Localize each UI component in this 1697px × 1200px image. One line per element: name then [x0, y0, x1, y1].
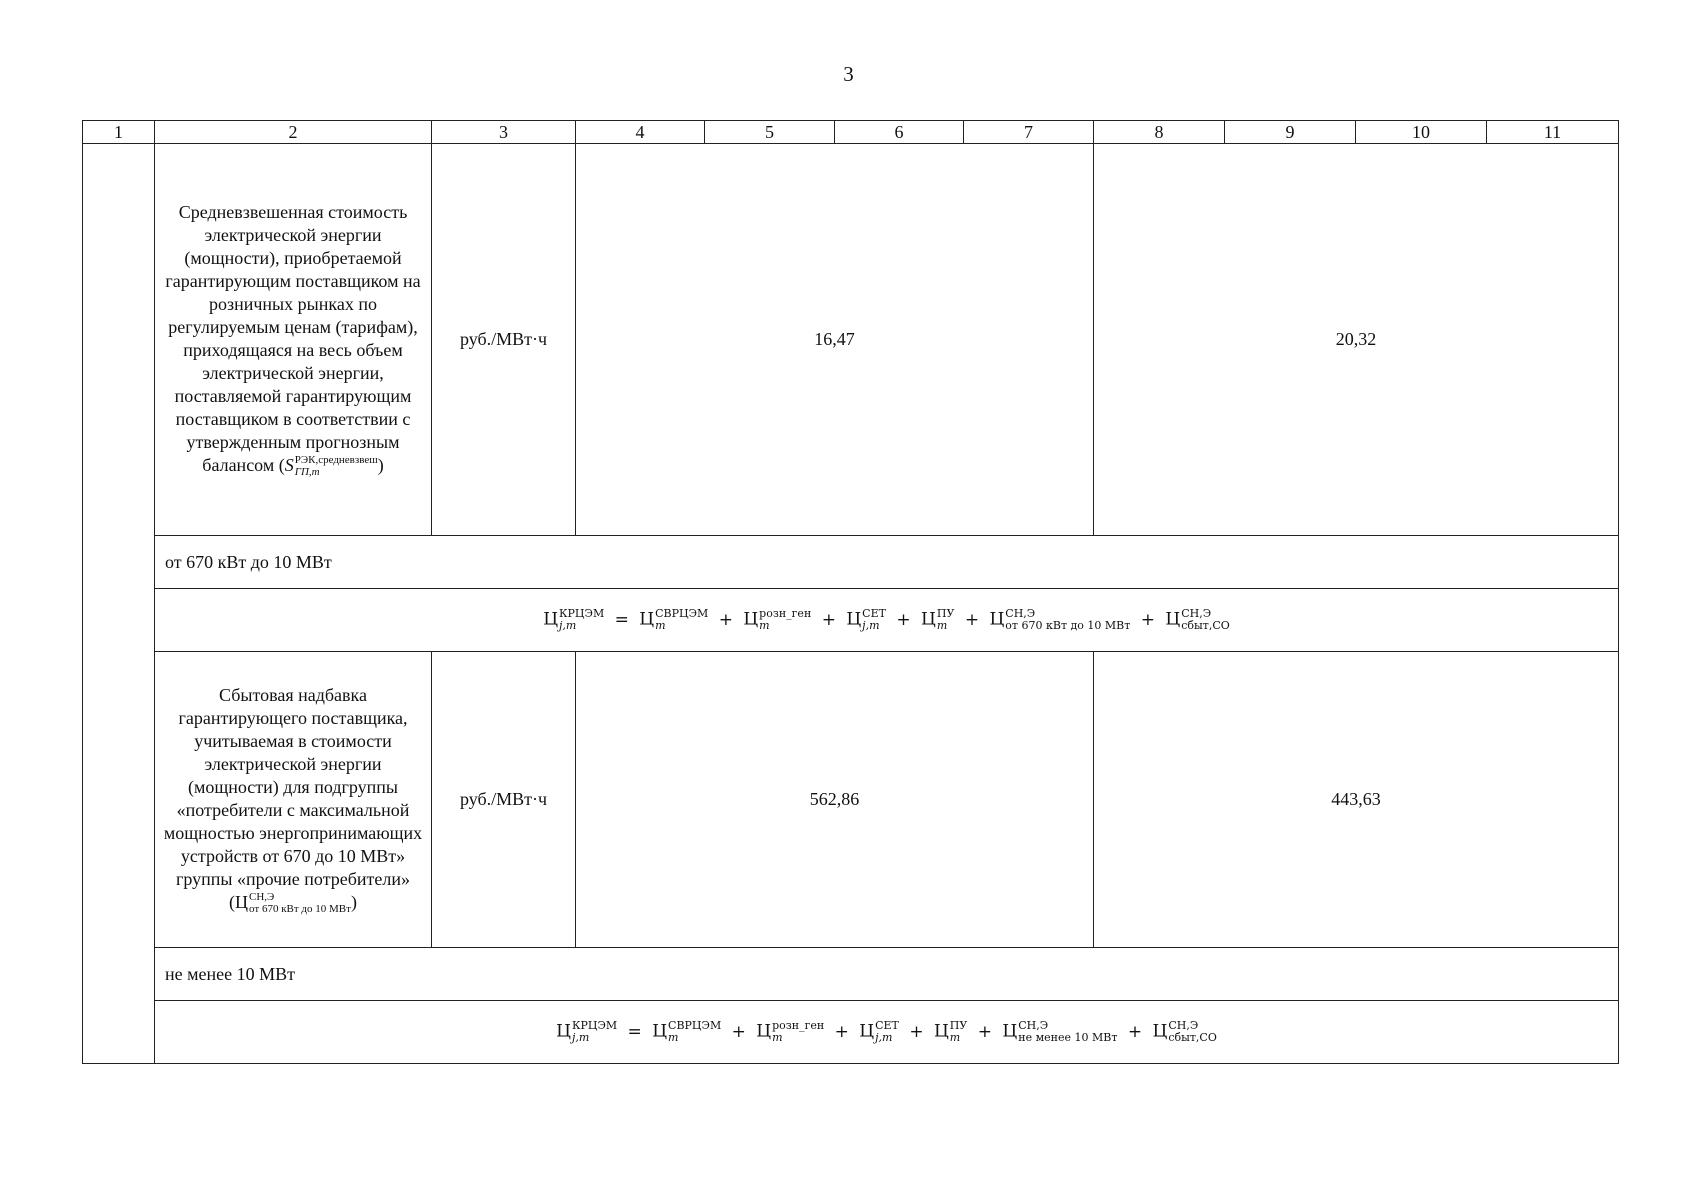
- header-cell-11: 11: [1487, 121, 1619, 144]
- header-cell-10: 10: [1356, 121, 1487, 144]
- section-label-10mw: не менее 10 МВт: [155, 948, 1619, 1001]
- formula-10mw: Ц КРЦЭМ j,m = Ц СВРЦЭМ m + Ц розн_ген m + Ц СЕТ j,m + Ц ПУ m + Ц СН,Э не менее 10 МВт + Ц СН,Э сбыт,СО: [155, 1001, 1619, 1064]
- sales-markup-value-b: 443,63: [1094, 652, 1619, 948]
- sales-markup-unit: руб./МВт·ч: [432, 652, 576, 948]
- formula-670kw: Ц КРЦЭМ j,m = Ц СВРЦЭМ m + Ц розн_ген m + Ц СЕТ j,m + Ц ПУ m + Ц СН,Э от 670 кВт до 10 МВт + Ц СН,Э сбыт,СО: [155, 589, 1619, 652]
- header-cell-9: 9: [1225, 121, 1356, 144]
- sales-markup-description: Сбытовая надбавка гарантирующего поставщика, учитываемая в стоимости электрической энергии (мощности) для подгруппы «потребители с максимальной мощностью энергопринимающих устройств от 670 до 10 МВт» группы «прочие потребители» (Ц СН,Э от 670 кВт до 10 МВт ): [155, 652, 432, 948]
- formula-row-670kw: [83, 589, 1619, 652]
- page-number: 3: [843, 62, 854, 86]
- header-cell-7: 7: [964, 121, 1094, 144]
- weighted-cost-value-a: 16,47: [576, 144, 1094, 536]
- tariff-table: [82, 120, 1619, 1064]
- header-cell-1: 1: [83, 121, 155, 144]
- section-label-row-10mw: [83, 948, 1619, 1001]
- header-cell-8: 8: [1094, 121, 1225, 144]
- table-row-weighted-cost: [83, 144, 1619, 536]
- header-row: [83, 121, 1619, 144]
- row-number-cell: [83, 144, 155, 1064]
- section-label-670kw: от 670 кВт до 10 МВт: [155, 536, 1619, 589]
- table-row-sales-markup: [83, 652, 1619, 948]
- header-cell-5: 5: [705, 121, 835, 144]
- header-cell-2: 2: [155, 121, 432, 144]
- header-cell-6: 6: [835, 121, 964, 144]
- weighted-cost-value-b: 20,32: [1094, 144, 1619, 536]
- header-cell-4: 4: [576, 121, 705, 144]
- weighted-cost-description: Средневзвешенная стоимость электрической энергии (мощности), приобретаемой гарантирующим поставщиком на розничных рынках по регулируемым ценам (тарифам), приходящаяся на весь объем электрической энергии, поставляемой гарантирующим поставщиком в соответствии с утвержденным прогнозным балансом (S РЭК,средневзвеш ГП,m ): [155, 144, 432, 536]
- formula-row-10mw: [83, 1001, 1619, 1064]
- sales-markup-value-a: 562,86: [576, 652, 1094, 948]
- weighted-cost-unit: руб./МВт·ч: [432, 144, 576, 536]
- header-cell-3: 3: [432, 121, 576, 144]
- section-label-row-670kw: [83, 536, 1619, 589]
